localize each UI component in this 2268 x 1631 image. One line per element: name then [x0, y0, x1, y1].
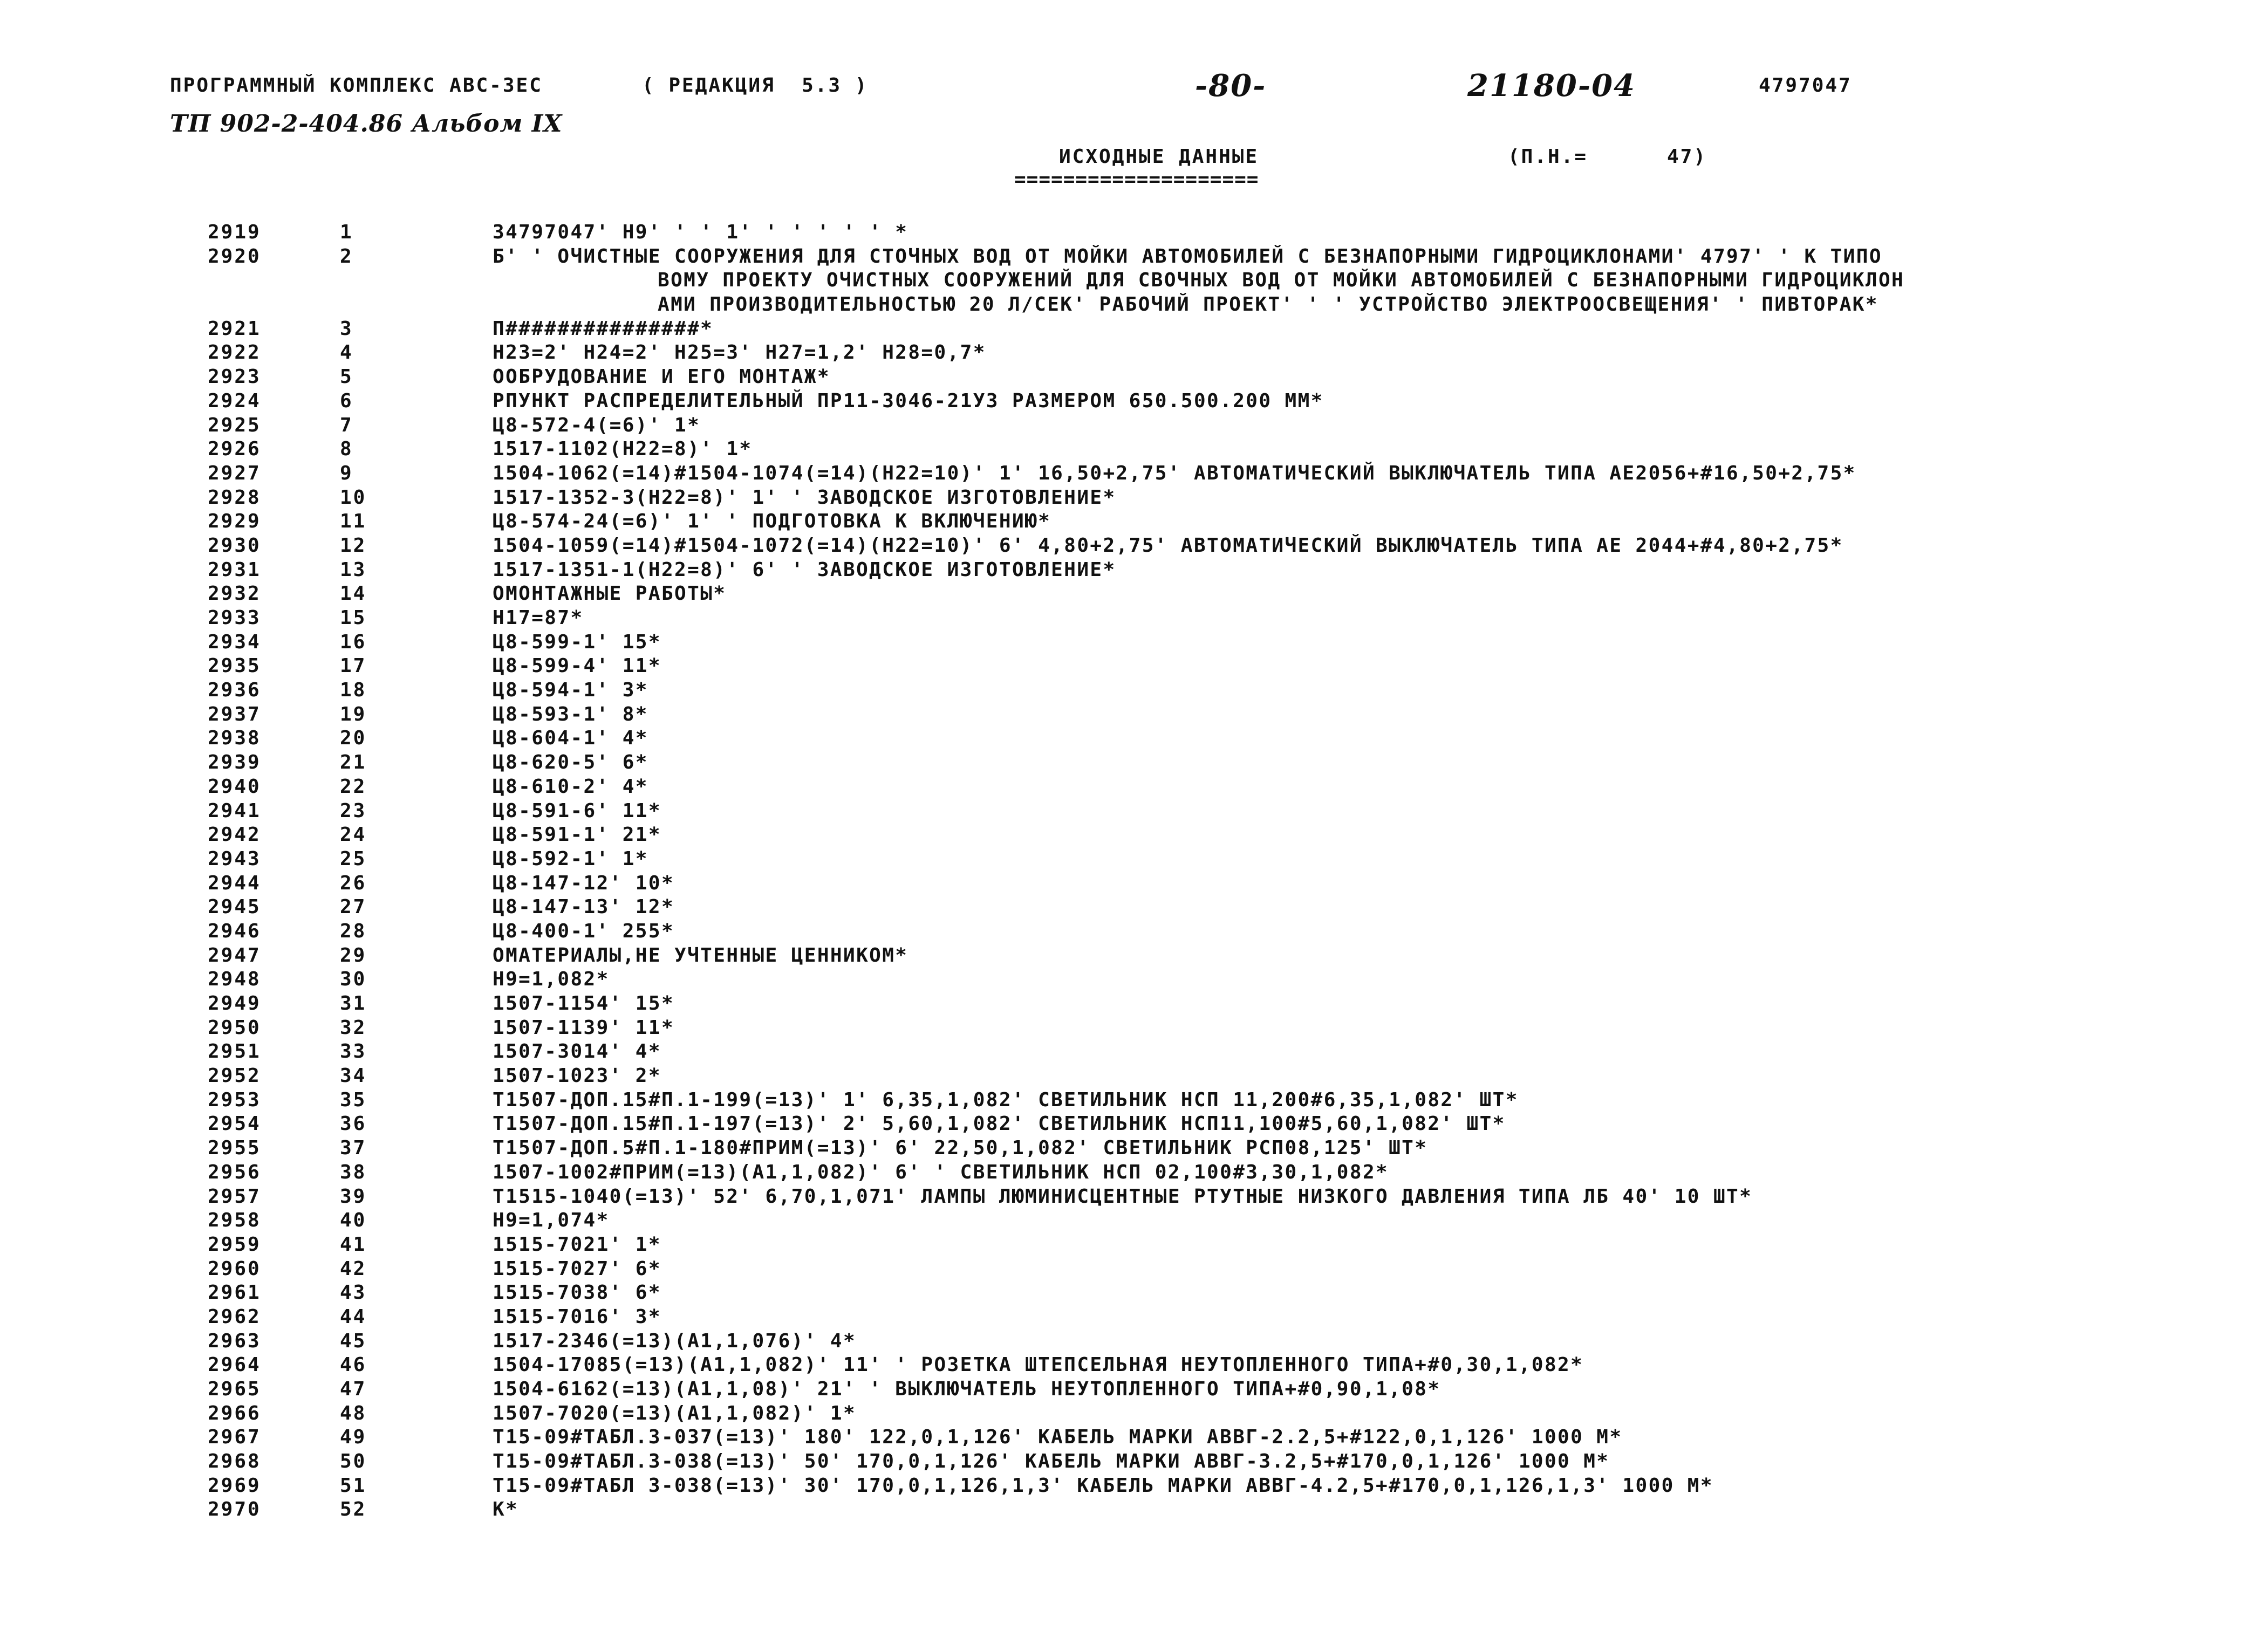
- record-text: Н9=1,074*: [493, 1209, 610, 1232]
- card-number: 25: [340, 847, 367, 870]
- card-number: 48: [340, 1402, 367, 1424]
- record-text: П###############*: [493, 317, 714, 340]
- card-number: 33: [340, 1040, 367, 1063]
- record-text: 1507-7020(=13)(А1,1,082)' 1*: [493, 1402, 857, 1424]
- card-number: 38: [340, 1161, 367, 1183]
- card-number: 34: [340, 1065, 367, 1087]
- listing-row: [0, 1498, 2268, 1523]
- listing-row: [0, 920, 2268, 944]
- card-number: 39: [340, 1185, 367, 1208]
- source-data-listing: [0, 221, 2268, 1523]
- record-number: 2936: [208, 679, 261, 702]
- record-number: 2940: [208, 775, 261, 798]
- card-number: 3: [340, 317, 353, 340]
- listing-row: [0, 559, 2268, 583]
- listing-row: [0, 341, 2268, 366]
- listing-row: [0, 992, 2268, 1017]
- record-number: 2920: [208, 245, 261, 268]
- record-text: Н17=87*: [493, 607, 584, 629]
- card-number: 41: [340, 1233, 367, 1256]
- card-number: 35: [340, 1088, 367, 1111]
- card-number: 47: [340, 1378, 367, 1400]
- record-text: Т1515-1040(=13)' 52' 6,70,1,071' ЛАМПЫ ЛЮМИНИСЦЕНТНЫЕ РТУТНЫЕ НИЗКОГО ДАВЛЕНИЯ ТИПА ЛБ 40' 10 ШТ*: [493, 1185, 1753, 1208]
- card-number: 46: [340, 1354, 367, 1376]
- card-number: 22: [340, 775, 367, 798]
- record-number: 2970: [208, 1498, 261, 1521]
- record-text: Ц8-572-4(=6)' 1*: [493, 414, 701, 436]
- listing-row: [0, 776, 2268, 800]
- listing-row: [0, 679, 2268, 703]
- listing-row: [0, 800, 2268, 824]
- record-number: 2955: [208, 1137, 261, 1160]
- record-number: 2932: [208, 582, 261, 605]
- record-number: 2934: [208, 631, 261, 653]
- record-number: 2926: [208, 438, 261, 461]
- record-number: 2947: [208, 944, 261, 967]
- record-text: Ц8-610-2' 4*: [493, 775, 648, 798]
- pn-label: (П.Н.=: [1508, 146, 1588, 168]
- record-text: 1515-7027' 6*: [493, 1257, 661, 1280]
- record-text: 1504-1062(=14)#1504-1074(=14)(Н22=10)' 1' 16,50+2,75' АВТОМАТИЧЕСКИЙ ВЫКЛЮЧАТЕЛЬ ТИПА АЕ2056+#16,50+2,75*: [493, 462, 1856, 484]
- card-number: 14: [340, 582, 367, 605]
- record-text: Т1507-ДОП.15#П.1-199(=13)' 1' 6,35,1,082' СВЕТИЛЬНИК НСП 11,200#6,35,1,082' ШТ*: [493, 1088, 1519, 1111]
- record-text: 1517-1102(Н22=8)' 1*: [493, 438, 753, 461]
- card-number: 30: [340, 968, 367, 991]
- record-number: 2928: [208, 486, 261, 509]
- record-number: 2922: [208, 341, 261, 364]
- record-text: 1507-3014' 4*: [493, 1040, 661, 1063]
- card-number: 28: [340, 920, 367, 942]
- card-number: 10: [340, 486, 367, 509]
- card-number: 15: [340, 607, 367, 629]
- record-text: Н9=1,082*: [493, 968, 610, 991]
- record-number: 2966: [208, 1402, 261, 1424]
- record-number: 2954: [208, 1113, 261, 1135]
- record-number: 2927: [208, 462, 261, 484]
- project-handwritten-label: ТП 902-2-404.86 Альбом IX: [170, 110, 563, 138]
- record-number: 2924: [208, 389, 261, 412]
- record-text: Ц8-599-4' 11*: [493, 655, 661, 677]
- card-number: 23: [340, 799, 367, 822]
- card-number: 42: [340, 1257, 367, 1280]
- listing-row: [0, 1161, 2268, 1185]
- card-number: 17: [340, 655, 367, 677]
- listing-row: [0, 1137, 2268, 1161]
- record-text: ООБРУДОВАНИЕ И ЕГО МОНТАЖ*: [493, 366, 830, 388]
- listing-row: [0, 582, 2268, 607]
- record-text: 1515-7021' 1*: [493, 1233, 661, 1256]
- listing-row: [0, 824, 2268, 848]
- record-number: 2941: [208, 799, 261, 822]
- listing-row: [0, 1233, 2268, 1258]
- card-number: 7: [340, 414, 353, 436]
- record-text: 1517-1351-1(Н22=8)' 6' ' ЗАВОДСКОЕ ИЗГОТОВЛЕНИЕ*: [493, 558, 1116, 581]
- record-text: Ц8-594-1' 3*: [493, 679, 648, 702]
- record-text: Ц8-593-1' 8*: [493, 703, 648, 725]
- listing-continuation-line: [0, 293, 2268, 318]
- record-number: 2964: [208, 1354, 261, 1376]
- card-number: 13: [340, 558, 367, 581]
- listing-row: [0, 968, 2268, 992]
- record-text: Т15-09#ТАБЛ.3-037(=13)' 180' 122,0,1,126' КАБЕЛЬ МАРКИ АВВГ-2.2,5+#122,0,1,126' 1000 М*: [493, 1426, 1623, 1449]
- record-text: 1515-7038' 6*: [493, 1282, 661, 1304]
- card-number: 2: [340, 245, 353, 268]
- record-number: 2961: [208, 1282, 261, 1304]
- record-text: К*: [493, 1498, 519, 1521]
- record-text: ВОМУ ПРОЕКТУ ОЧИСТНЫХ СООРУЖЕНИЙ ДЛЯ СВОЧНЫХ ВОД ОТ МОЙКИ АВТОМОБИЛЕЙ С БЕЗНАПОРНЫМИ ГИДРОЦИКЛОН: [658, 269, 1905, 292]
- card-number: 44: [340, 1305, 367, 1328]
- card-number: 26: [340, 872, 367, 894]
- record-text: Ц8-574-24(=6)' 1' ' ПОДГОТОВКА К ВКЛЮЧЕНИЮ*: [493, 510, 1051, 533]
- record-number: 2943: [208, 847, 261, 870]
- record-number: 2951: [208, 1040, 261, 1063]
- card-number: 9: [340, 462, 353, 484]
- listing-row: [0, 727, 2268, 751]
- listing-row: [0, 848, 2268, 872]
- listing-row: [0, 245, 2268, 270]
- record-text: ОМАТЕРИАЛЫ,НЕ УЧТЕННЫЕ ЦЕННИКОМ*: [493, 944, 908, 967]
- record-text: Т15-09#ТАБЛ.3-038(=13)' 50' 170,0,1,126' КАБЕЛЬ МАРКИ АВВГ-3.2,5+#170,0,1,126' 1000 М*: [493, 1450, 1610, 1473]
- listing-row: [0, 318, 2268, 342]
- listing-row: [0, 510, 2268, 534]
- card-number: 29: [340, 944, 367, 967]
- card-number: 40: [340, 1209, 367, 1232]
- record-text: Ц8-599-1' 15*: [493, 631, 661, 653]
- record-number: 2959: [208, 1233, 261, 1256]
- card-number: 36: [340, 1113, 367, 1135]
- listing-row: [0, 1450, 2268, 1475]
- record-number: 2948: [208, 968, 261, 991]
- record-text: Ц8-604-1' 4*: [493, 727, 648, 750]
- document-number: 21180-04: [1467, 68, 1636, 104]
- card-number: 12: [340, 534, 367, 557]
- listing-row: [0, 1330, 2268, 1354]
- card-number: 4: [340, 341, 353, 364]
- record-number: 2957: [208, 1185, 261, 1208]
- record-number: 2937: [208, 703, 261, 725]
- listing-row: [0, 1113, 2268, 1137]
- listing-row: [0, 1040, 2268, 1065]
- record-text: АМИ ПРОИЗВОДИТЕЛЬНОСТЬЮ 20 Л/СЕК' РАБОЧИЙ ПРОЕКТ' ' ' УСТРОЙСТВО ЭЛЕКТРООСВЕЩЕНИЯ' ' ПИВТОРАК*: [658, 293, 1878, 316]
- card-number: 52: [340, 1498, 367, 1521]
- record-text: Т1507-ДОП.15#П.1-197(=13)' 2' 5,60,1,082' СВЕТИЛЬНИК НСП11,100#5,60,1,082' ШТ*: [493, 1113, 1506, 1135]
- card-number: 5: [340, 366, 353, 388]
- record-number: 2960: [208, 1257, 261, 1280]
- card-number: 21: [340, 751, 367, 774]
- record-text: Ц8-592-1' 1*: [493, 847, 648, 870]
- record-text: Н23=2' Н24=2' Н25=3' Н27=1,2' Н28=0,7*: [493, 341, 986, 364]
- record-text: 1504-17085(=13)(А1,1,082)' 11' ' РОЗЕТКА ШТЕПСЕЛЬНАЯ НЕУТОПЛЕННОГО ТИПА+#0,30,1,082*: [493, 1354, 1584, 1376]
- record-number: 2965: [208, 1378, 261, 1400]
- record-text: 1507-1139' 11*: [493, 1016, 675, 1039]
- listing-row: [0, 1258, 2268, 1282]
- record-number: 2919: [208, 221, 261, 243]
- record-text: Б' ' ОЧИСТНЫЕ СООРУЖЕНИЯ ДЛЯ СТОЧНЫХ ВОД ОТ МОЙКИ АВТОМОБИЛЕЙ С БЕЗНАПОРНЫМИ ГИДРОЦИКЛОНАМИ' 4797' ' К ТИПО: [493, 245, 1882, 268]
- listing-row: [0, 221, 2268, 245]
- listing-row: [0, 486, 2268, 511]
- section-title: ИСХОДНЫЕ ДАННЫЕ: [1059, 146, 1259, 168]
- listing-row: [0, 607, 2268, 631]
- card-number: 51: [340, 1474, 367, 1497]
- record-number: 2939: [208, 751, 261, 774]
- record-number: 2962: [208, 1305, 261, 1328]
- record-text: Т1507-ДОП.5#П.1-180#ПРИМ(=13)' 6' 22,50,1,082' СВЕТИЛЬНИК РСП08,125' ШТ*: [493, 1137, 1428, 1160]
- record-text: Ц8-400-1' 255*: [493, 920, 675, 942]
- record-number: 2933: [208, 607, 261, 629]
- record-text: 1504-1059(=14)#1504-1072(=14)(Н22=10)' 6' 4,80+2,75' АВТОМАТИЧЕСКИЙ ВЫКЛЮЧАТЕЛЬ ТИПА АЕ 2044+#4,80+2,75*: [493, 534, 1843, 557]
- record-number: 2930: [208, 534, 261, 557]
- listing-row: [0, 414, 2268, 438]
- listing-row: [0, 1282, 2268, 1306]
- card-number: 45: [340, 1330, 367, 1352]
- record-text: 34797047' Н9' ' ' 1' ' ' ' ' ' *: [493, 221, 908, 243]
- record-number: 2946: [208, 920, 261, 942]
- record-number: 2949: [208, 992, 261, 1015]
- listing-row: [0, 872, 2268, 896]
- card-number: 32: [340, 1016, 367, 1039]
- card-number: 20: [340, 727, 367, 750]
- listing-continuation-line: [0, 269, 2268, 293]
- listing-row: [0, 534, 2268, 559]
- card-number: 11: [340, 510, 367, 533]
- record-number: 2921: [208, 317, 261, 340]
- record-number: 2935: [208, 655, 261, 677]
- card-number: 37: [340, 1137, 367, 1160]
- card-number: 19: [340, 703, 367, 725]
- record-number: 2929: [208, 510, 261, 533]
- record-number: 2953: [208, 1088, 261, 1111]
- record-number: 2963: [208, 1330, 261, 1352]
- page-number: -80-: [1195, 68, 1267, 104]
- record-number: 2923: [208, 366, 261, 388]
- listing-row: [0, 1426, 2268, 1450]
- listing-row: [0, 631, 2268, 655]
- listing-row: [0, 366, 2268, 390]
- listing-row: [0, 1402, 2268, 1427]
- listing-row: [0, 390, 2268, 414]
- card-number: 24: [340, 824, 367, 846]
- card-number: 6: [340, 389, 353, 412]
- listing-row: [0, 462, 2268, 486]
- record-number: 2942: [208, 824, 261, 846]
- record-number: 2944: [208, 872, 261, 894]
- card-number: 16: [340, 631, 367, 653]
- listing-row: [0, 1306, 2268, 1330]
- record-text: Ц8-620-5' 6*: [493, 751, 648, 774]
- listing-row: [0, 1065, 2268, 1089]
- record-number: 2968: [208, 1450, 261, 1473]
- record-text: Ц8-147-13' 12*: [493, 896, 675, 919]
- pn-value: 47): [1667, 146, 1707, 168]
- card-number: 18: [340, 679, 367, 702]
- record-number: 2950: [208, 1016, 261, 1039]
- record-number: 2956: [208, 1161, 261, 1183]
- record-number: 2967: [208, 1426, 261, 1449]
- listing-row: [0, 896, 2268, 920]
- program-name: ПРОГРАММНЫЙ КОМПЛЕКС АВС-3ЕС: [170, 74, 543, 97]
- listing-row: [0, 944, 2268, 969]
- record-text: ОМОНТАЖНЫЕ РАБОТЫ*: [493, 582, 727, 605]
- listing-row: [0, 1185, 2268, 1210]
- record-text: 1515-7016' 3*: [493, 1305, 661, 1328]
- listing-row: [0, 1354, 2268, 1378]
- record-text: Ц8-591-6' 11*: [493, 799, 661, 822]
- record-text: Ц8-591-1' 21*: [493, 824, 661, 846]
- record-number: 2958: [208, 1209, 261, 1232]
- record-text: 1517-1352-3(Н22=8)' 1' ' ЗАВОДСКОЕ ИЗГОТОВЛЕНИЕ*: [493, 486, 1116, 509]
- record-text: 1504-6162(=13)(А1,1,08)' 21' ' ВЫКЛЮЧАТЕЛЬ НЕУТОПЛЕННОГО ТИПА+#0,90,1,08*: [493, 1378, 1441, 1400]
- record-number: 2925: [208, 414, 261, 436]
- listing-row: [0, 438, 2268, 462]
- card-number: 43: [340, 1282, 367, 1304]
- record-text: РПУНКТ РАСПРЕДЕЛИТЕЛЬНЫЙ ПР11-3046-21У3 РАЗМЕРОМ 650.500.200 ММ*: [493, 389, 1324, 412]
- title-underline: ====================: [1014, 168, 1259, 190]
- listing-row: [0, 1017, 2268, 1041]
- record-number: 2969: [208, 1474, 261, 1497]
- record-number: 2938: [208, 727, 261, 750]
- listing-row: [0, 1475, 2268, 1499]
- card-number: 50: [340, 1450, 367, 1473]
- card-number: 1: [340, 221, 353, 243]
- record-text: Т15-09#ТАБЛ 3-038(=13)' 30' 170,0,1,126,1,3' КАБЕЛЬ МАРКИ АВВГ-4.2,5+#170,0,1,126,1,3' 1000 М*: [493, 1474, 1713, 1497]
- record-text: 1507-1023' 2*: [493, 1065, 661, 1087]
- listing-row: [0, 1089, 2268, 1113]
- card-number: 8: [340, 438, 353, 461]
- record-number: 2945: [208, 896, 261, 919]
- record-text: 1507-1154' 15*: [493, 992, 675, 1015]
- program-code: 4797047: [1759, 74, 1852, 97]
- edition-label: ( РЕДАКЦИЯ 5.3 ): [642, 74, 869, 97]
- card-number: 27: [340, 896, 367, 919]
- record-text: 1517-2346(=13)(А1,1,076)' 4*: [493, 1330, 857, 1352]
- listing-row: [0, 1209, 2268, 1233]
- record-number: 2931: [208, 558, 261, 581]
- record-text: 1507-1002#ПРИМ(=13)(А1,1,082)' 6' ' СВЕТИЛЬНИК НСП 02,100#3,30,1,082*: [493, 1161, 1389, 1183]
- listing-row: [0, 655, 2268, 679]
- record-text: Ц8-147-12' 10*: [493, 872, 675, 894]
- record-number: 2952: [208, 1065, 261, 1087]
- card-number: 49: [340, 1426, 367, 1449]
- listing-row: [0, 1378, 2268, 1402]
- listing-row: [0, 751, 2268, 776]
- listing-row: [0, 703, 2268, 728]
- card-number: 31: [340, 992, 367, 1015]
